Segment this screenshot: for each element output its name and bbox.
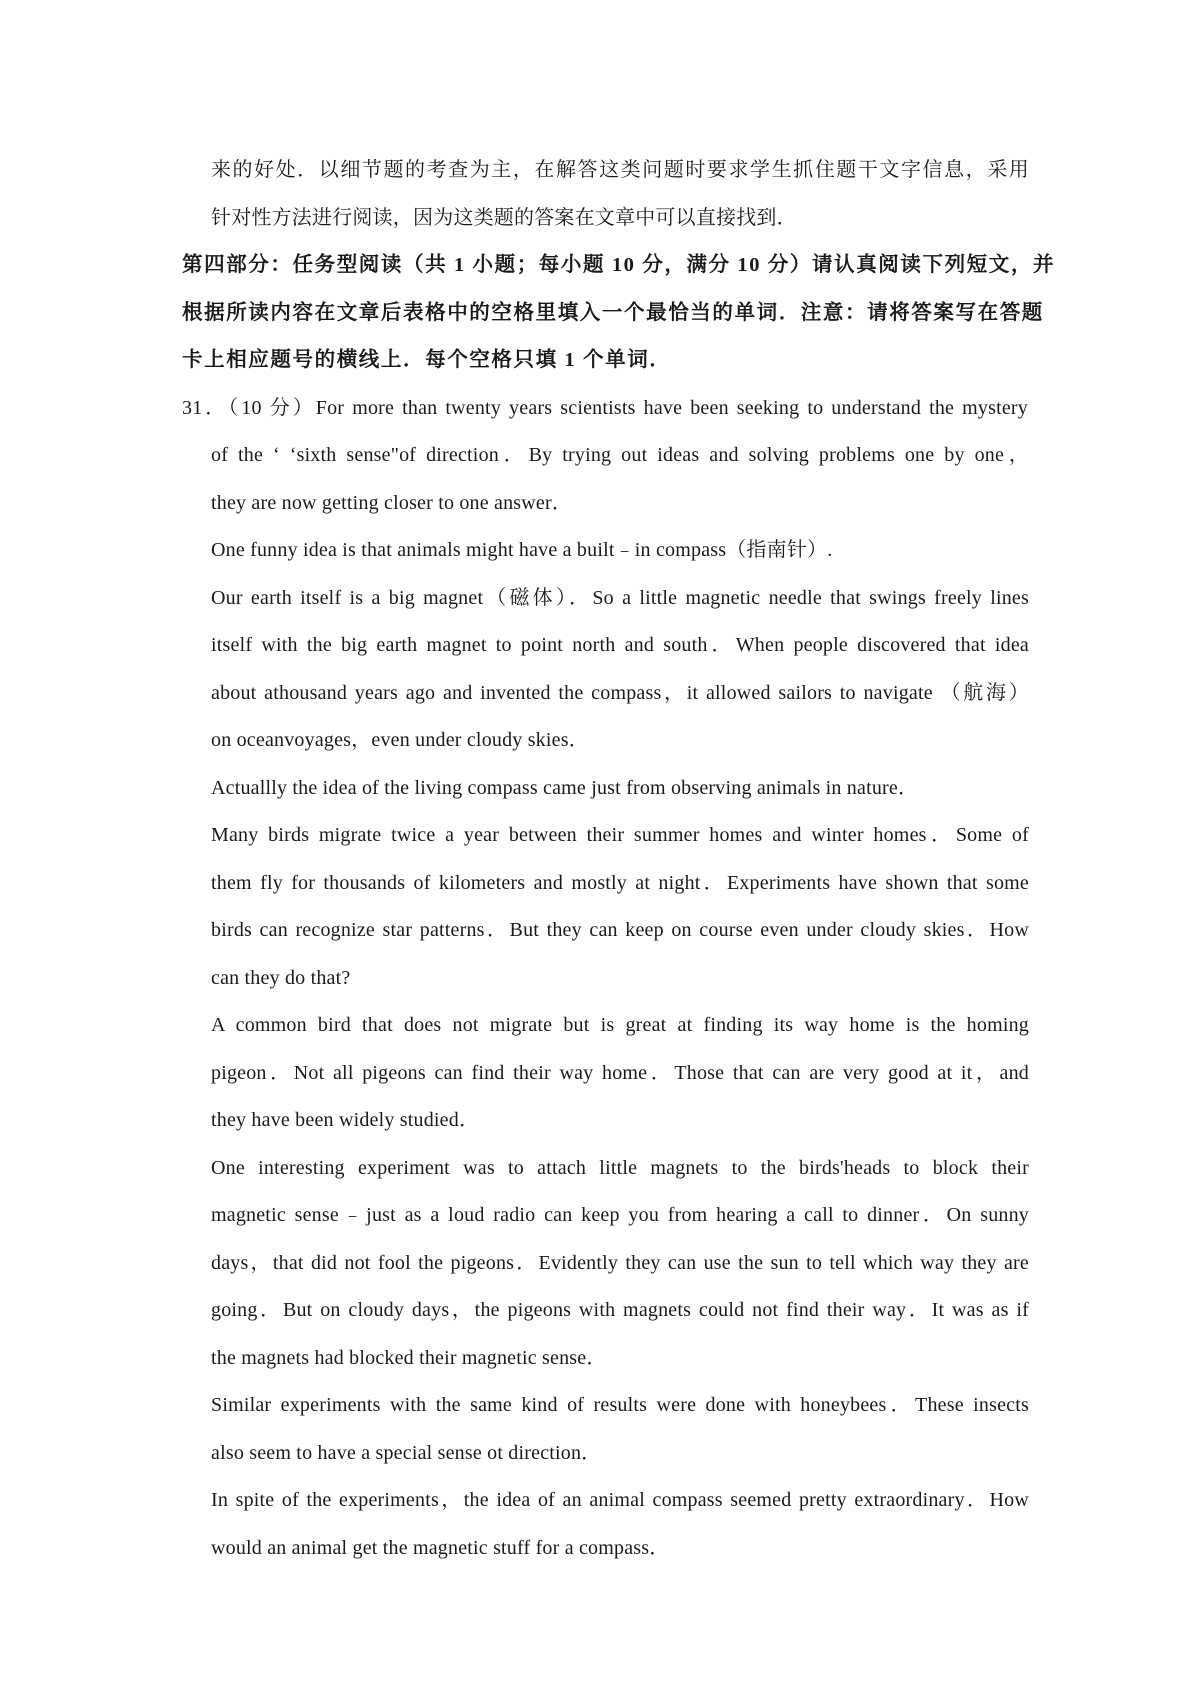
passage-line: they are now getting closer to one answer． — [211, 492, 573, 514]
passage-line: also seem to have a special sense ot direction． — [211, 1442, 602, 1464]
analysis-line-2: 针对性方法进行阅读，因为这类题的答案在文章中可以直接找到． — [211, 207, 797, 229]
passage-line: can they do that? — [211, 967, 351, 989]
passage-line: of the ‘ ‘sixth sense"of direction．By trying out ideas and solving problems one by one， — [211, 444, 1029, 466]
passage-line: magnetic sense﹣just as a loud radio can keep you from hearing a call to dinner．On sunny — [211, 1204, 1029, 1226]
passage-line: One interesting experiment was to attach little magnets to the birds'heads to block their — [211, 1157, 1029, 1179]
passage-line: about athousand years ago and invented the compass，it allowed sailors to navigate （航海） — [211, 682, 1029, 704]
question-number-line: 31．（10 分）For more than twenty years scientists have been seeking to understand the mystery — [182, 397, 1028, 419]
passage-line: Actuallly the idea of the living compass came just from observing animals in nature． — [211, 777, 919, 799]
passage-line: In spite of the experiments，the idea of an animal compass seemed pretty extraordinary．How — [211, 1489, 1029, 1511]
passage-line: days，that did not fool the pigeons．Evidently they can use the sun to tell which way they are — [211, 1252, 1029, 1274]
passage-line: birds can recognize star patterns．But they can keep on course even under cloudy skies．How — [211, 919, 1029, 941]
passage-line: the magnets had blocked their magnetic sense． — [211, 1347, 607, 1369]
passage-line: would an animal get the magnetic stuff for a compass． — [211, 1537, 670, 1559]
section-heading-line-3: 卡上相应题号的横线上．每个空格只填 1 个单词． — [182, 349, 672, 371]
passage-line: they have been widely studied． — [211, 1109, 480, 1131]
passage-line: One funny idea is that animals might have a built﹣in compass（指南针）. — [211, 539, 833, 561]
passage-line: pigeon．Not all pigeons can find their way home．Those that can are very good at it，and — [211, 1062, 1029, 1084]
passage-line: going．But on cloudy days，the pigeons with magnets could not find their way．It was as if — [211, 1299, 1029, 1321]
passage-line: Similar experiments with the same kind of results were done with honeybees．These insects — [211, 1394, 1029, 1416]
section-heading-line-1: 第四部分：任务型阅读（共 1 小题；每小题 10 分，满分 10 分）请认真阅读下列短文，并 — [182, 254, 1056, 276]
passage-line: A common bird that does not migrate but is great at finding its way home is the homing — [211, 1014, 1029, 1036]
passage-line: Our earth itself is a big magnet（磁体）．So a little magnetic needle that swings freely lines — [211, 587, 1029, 609]
passage-line: them fly for thousands of kilometers and mostly at night．Experiments have shown that some — [211, 872, 1029, 894]
passage-line: itself with the big earth magnet to point north and south．When people discovered that idea — [211, 634, 1029, 656]
section-heading-line-2: 根据所读内容在文章后表格中的空格里填入一个最恰当的单词．注意：请将答案写在答题 — [182, 302, 1044, 324]
passage-line: on oceanvoyages，even under cloudy skies． — [211, 729, 589, 751]
analysis-line-1: 来的好处．以细节题的考查为主，在解答这类问题时要求学生抓住题干文字信息，采用 — [211, 159, 1029, 181]
passage-line: Many birds migrate twice a year between their summer homes and winter homes．Some of — [211, 824, 1029, 846]
